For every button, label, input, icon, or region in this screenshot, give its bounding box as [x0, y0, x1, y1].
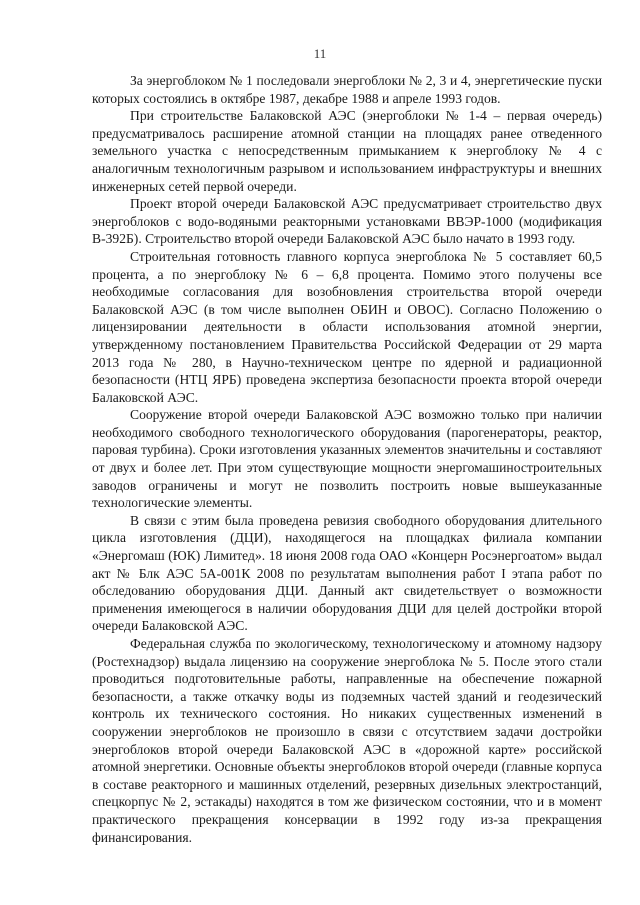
paragraph-7: Федеральная служба по экологическому, технологическому и атомному надзору (Ростехнадзор) выдала лицензию на сооружение энергоблока № 5. После этого стали проводиться подготовительные работы, направленные на обеспечение пожарной безопасности, а также откачку воды из подземных частей зданий и геодезический контроль их технического состояния. Но никаких существенных изменений в сооружении энергоблоков не произошло в связи с отсутствием задачи достройки энергоблоков второй очереди Балаковской АЭС в «дорожной карте» российской атомной энергетики. Основные объекты энергоблоков второй очереди (главные корпуса в составе реакторного и машинных отделений, резервных дизельных электростанций, спецкорпус № 2, эстакады) находятся в том же физическом состоянии, что и в момент практического прекращения консервации в 1992 году из-за прекращения финансирования. [92, 636, 602, 845]
paragraph-4: Строительная готовность главного корпуса энергоблока № 5 составляет 60,5 процента, а по энергоблоку № 6 – 6,8 процента. Помимо этого получены все необходимые согласования для возобновления строительства второй очереди Балаковской АЭС (в том числе выполнен ОБИН и ОВОС). Согласно Положению о лицензировании деятельности в области использования атомной энергии, утвержденному постановлением Правительства Российской Федерации от 29 марта 2013 года № 280, в Научно-техническом центре по ядерной и радиационной безопасности (НТЦ ЯРБ) проведена экспертиза безопасности проекта второй очереди Балаковской АЭС. [92, 248, 602, 405]
paragraph-5: Сооружение второй очереди Балаковской АЭС возможно только при наличии необходимого свободного технологического оборудования (парогенераторы, реактор, паровая турбина). Сроки изготовления указанных элементов значительны и составляют от двух и более лет. При этом существующие мощности энергомашиностроительных заводов ограничены и могут не позволить построить новые вышеуказанные технологические элементы. [92, 407, 602, 511]
paragraph-2: При строительстве Балаковской АЭС (энергоблоки № 1-4 – первая очередь) предусматривалось расширение атомной станции на площадях ранее отведенного земельного участка с непосредственным примыканием к энергоблоку № 4 с аналогичным технологичным разрывом и использованием инфраструктуры и внешних инженерных сетей первой очереди. [92, 108, 602, 194]
paragraph-1: За энергоблоком № 1 последовали энергоблоки № 2, 3 и 4, энергетические пуски которых состоялись в октябре 1987, декабре 1988 и апреле 1993 годов. [92, 73, 602, 106]
paragraph-3: Проект второй очереди Балаковской АЭС предусматривает строительство двух энергоблоков с водо-водяными реакторными установками ВВЭР-1000 (модификация В-392Б). Строительство второй очереди Балаковской АЭС было начато в 1993 году. [92, 196, 602, 247]
body-text [92, 72, 602, 846]
page-number: 11 [313, 46, 327, 61]
paragraph-6: В связи с этим была проведена ревизия свободного оборудования длительного цикла изготовления (ДЦИ), находящегося на площадках филиала компании «Энергомаш (ЮК) Лимитед». 18 июня 2008 года ОАО «Концерн Росэнергоатом» выдал акт № Блк АЭС 5А-001К 2008 по результатам выполнения работ I этапа работ по обследованию оборудования ДЦИ. Данный акт свидетельствует о возможности применения имеющегося в наличии оборудования ДЦИ для целей достройки второй очереди Балаковской АЭС. [92, 512, 602, 634]
